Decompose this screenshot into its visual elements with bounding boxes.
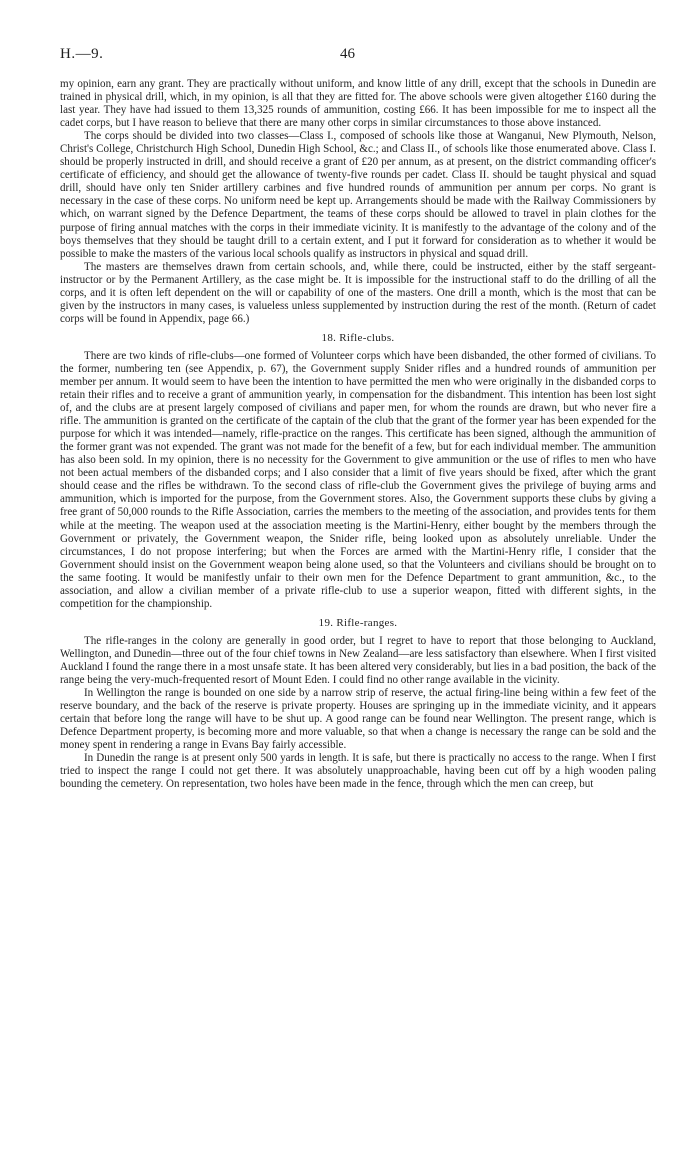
- paragraph-ranges-auckland: The rifle-ranges in the colony are generally in good order, but I regret to have to report that those belonging to Auckland, Wellington, and Dunedin—three out of the four chief towns in New Zealand—are less satisfactory than elsewhere. When I first visited Auckland I found the range there in a most unsafe state. It has been altered very considerably, but lies in a bad position, the back of the range being the very-much-frequented resort of Mount Eden. I could find no other range available in the vicinity.: [60, 634, 656, 686]
- paragraph-cadet-masters: The masters are themselves drawn from certain schools, and, while there, could be instructed, either by the staff sergeant-instructor or by the Permanent Artillery, as the case might be. It is impossible for the instructional staff to do the drilling of all the corps, and it is often left dependent on the will or capability of one of the masters. One drill a month, which is the most that can be given by the instructors in many cases, is valueless unless supplemented by instruction during the rest of the month. (Return of cadet corps will be found in Appendix, page 66.): [60, 260, 656, 325]
- section-heading-rifle-ranges: 19. Rifle-ranges.: [318, 616, 398, 629]
- page-number: 46: [340, 46, 355, 62]
- paragraph-ranges-dunedin: In Dunedin the range is at present only 500 yards in length. It is safe, but there is practically no access to the range. When I first tried to inspect the range I could not get there. It was absolutely unapproachable, having been cut off by a high wooden paling bounding the cemetery. On representation, two holes have been made in the fence, through which the men can creep, but: [60, 752, 656, 791]
- paragraph-ranges-wellington: In Wellington the range is bounded on one side by a narrow strip of reserve, the actual firing-line being within a few feet of the reserve boundary, and the back of the reserve is private property. Houses are springing up in the immediate vicinity, and it appears certain that before long the range will have to be shut up. A good range can be found near Wellington. The present range, which is Defence Department property, is becoming more and more valuable, so that when a change is necessary the range can be sold and the money spent in rendering a range in Evans Bay fairly accessible.: [60, 687, 656, 752]
- page-header: [60, 46, 658, 68]
- paragraph-cadet-classes: The corps should be divided into two classes—Class I., composed of schools like those at Wanganui, New Plymouth, Nelson, Christ's College, Christchurch High School, Dunedin High School, &c.; and Class II., of schools like those enumerated above. Class I. should be properly instructed in drill, and should receive a grant of £20 per annum, as at present, on the district commanding officer's certificate of efficiency, and should get the allowance of twenty-five rounds per cadet. Class II. should be taught physical and squad drill, should have only ten Snider artillery carbines and five hundred rounds of ammunition per annum per corps. No grant is necessary in the case of these corps. No uniform need be kept up. Arrangements should be made with the Railway Commissioners by which, on warrant signed by the Defence Department, the teams of these corps should be allowed to travel in plain clothes for the purpose of firing annual matches with the corps in their immediate vicinity. It is manifestly to the advantage of the colony and of the boys themselves that they should be taught drill to a certain extent, and I put it forward for consideration as to whether it would be possible to make the masters of the various local schools qualify as instructors in physical and squad drill.: [60, 130, 656, 260]
- paragraph-cadet-grant: my opinion, earn any grant. They are practically without uniform, and know little of any drill, except that the schools in Dunedin are trained in physical drill, which, in my opinion, is all that they are fitted for. The above schools were given altogether £160 during the last year. They have had issued to them 13,325 rounds of ammunition, costing £66. It has been impossible for me to inspect all the cadet corps, but I have reason to believe that there are many other corps in similar circumstances to those above instanced.: [60, 78, 656, 130]
- paragraph-rifle-clubs: There are two kinds of rifle-clubs—one formed of Volunteer corps which have been disbanded, the other formed of civilians. To the former, numbering ten (see Appendix, p. 67), the Government supply Snider rifles and a hundred rounds of ammunition per member per annum. It would seem to have been the intention to have permitted the men who were originally in the disbanded corps to retain their rifles and to receive a grant of ammunition yearly, in compensation for the disbandment. This intention has been lost sight of, and the clubs are at present largely composed of civilians and paper men, for whom the rounds are drawn, but who never fire a rifle. The ammunition is granted on the certificate of the captain of the club that the grant of the former year has been expended for the purpose for which it was intended—namely, rifle-practice on the ranges. This certificate has been signed, although the ammunition of the former grant was not expended. The grant was not made for the benefit of a few, but for each individual member. The ammunition has also been sold. In my opinion, there is no necessity for the Government to give ammunition or the use of rifles to men who have not been actual members of the disbanded corps; and I also consider that a limit of five years should be fixed, after which the grant should cease and the rifles be withdrawn. To the second class of rifle-club the Government gives the privilege of buying arms and ammunition, which is imported for the purpose, from the Government stores. Also, the Government supports these clubs by giving a free grant of 50,000 rounds to the Rifle Association, carries the members to the meeting of the association, and provides tents for them while at the meeting. The weapon used at the association meeting is the Martini-Henry, either bought by the members through the Government or privately, the Government weapon, the Snider rifle, being looked upon as absolutely unreliable. Under the circumstances, I do not propose interfering; but when the Forces are armed with the Martini-Henry rifle, I consider that the Government should insist on the Government weapon being alone used, so that the Volunteers and civilians should be brought on to the same footing. It would be manifestly unfair to their own men for the Defence Department to grant ammunition, &c., to the association, and allow a civilian member of a private rifle-club to use a superior weapon, fitted with different sights, in the competition for the championship.: [60, 349, 656, 610]
- document-reference: H.—9.: [60, 46, 104, 62]
- page-body: [60, 78, 656, 791]
- section-heading-rifle-clubs: 18. Rifle-clubs.: [321, 331, 395, 344]
